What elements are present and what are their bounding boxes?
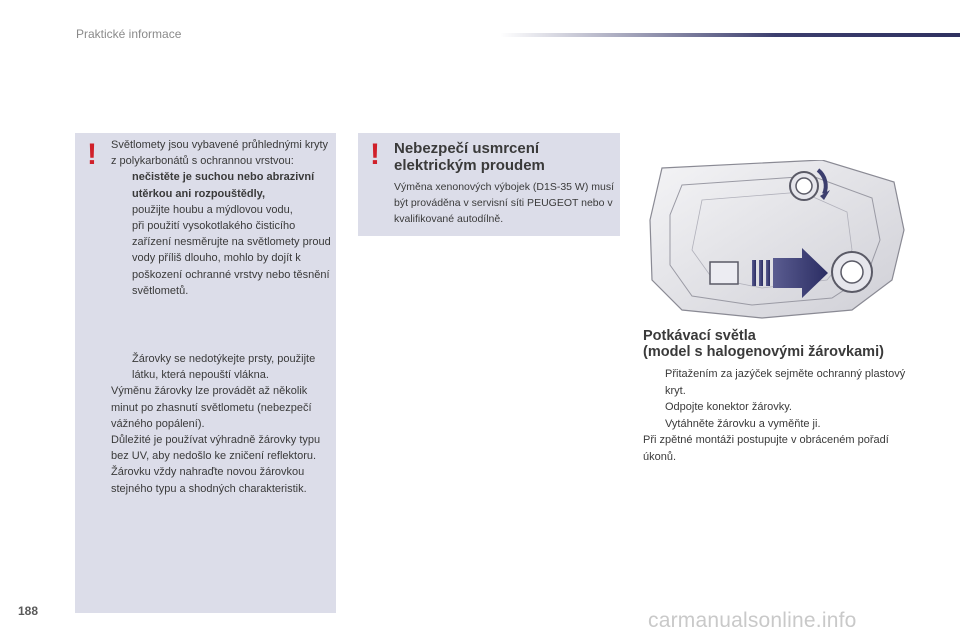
header-bar [500,33,960,37]
list-item: použijte houbu a mýdlovou vodu, [111,202,333,218]
warning-left-intro: Světlomety jsou vybavené průhlednými kryty z polykarbonátů s ochrannou vrstvou: [111,139,329,168]
list-item: při použití vysokotlakého čisticího zařízení nesměrujte na světlomety proud vody příliš dlouho, mohlo by dojít k poškození ochranné vrstvy nebo těsnění světlometů. [111,218,333,299]
bullet-icon [111,202,132,218]
exclamation-icon: ! [370,138,380,171]
bullet-icon [643,416,665,433]
bullet-icon [111,169,132,201]
list-item: Odpojte konektor žárovky. [643,399,913,416]
list-item: Vytáhněte žárovku a vyměňte ji. [643,416,913,433]
warning-left-para: Důležité je používat výhradně žárovky typu bez UV, aby nedošlo ke zničení reflektoru. [111,434,321,463]
list-item: Žárovky se nedotýkejte prsty, použijte látku, která nepouští vlákna. [111,351,333,383]
page-header-title: Praktické informace [76,27,182,41]
bullet-icon [111,351,132,383]
warning-box-left [75,133,336,613]
warning-left-para: Výměnu žárovky lze provádět až několik minut po zhasnutí světlometu (nebezpečí vážného popálení). [111,385,312,430]
warning-electric-text: Výměna xenonových výbojek (D1S-35 W) musí být prováděna v servisní síti PEUGEOT nebo v kvalifikované autodílně. [394,181,615,225]
section-title: Potkávací světla (model s halogenovými žárovkami) [643,328,884,360]
warning-left-para: Žárovku vždy nahraďte novou žárovkou stejného typu a shodných charakteristik. [111,466,307,495]
bullet-icon [111,218,132,299]
page-number: 188 [18,604,39,618]
bullet-icon [643,366,665,399]
watermark: carmanualsonline.info [648,609,857,632]
bullet-icon [643,399,665,416]
warning-electric-title: Nebezpečí usmrcení elektrickým proudem [394,140,545,174]
section-footer-text: Při zpětné montáži postupujte v obráceném pořadí úkonů. [643,434,889,463]
list-item: Přitažením za jazýček sejměte ochranný plastový kryt. [643,366,913,399]
list-item: nečistěte je suchou nebo abrazivní utěrkou ani rozpouštědly, [111,169,333,201]
exclamation-icon: ! [87,138,97,171]
headlamp-illustration [642,160,907,320]
warning-box-electric [358,133,620,236]
warning-left-text [111,137,333,497]
section-body [643,366,913,465]
